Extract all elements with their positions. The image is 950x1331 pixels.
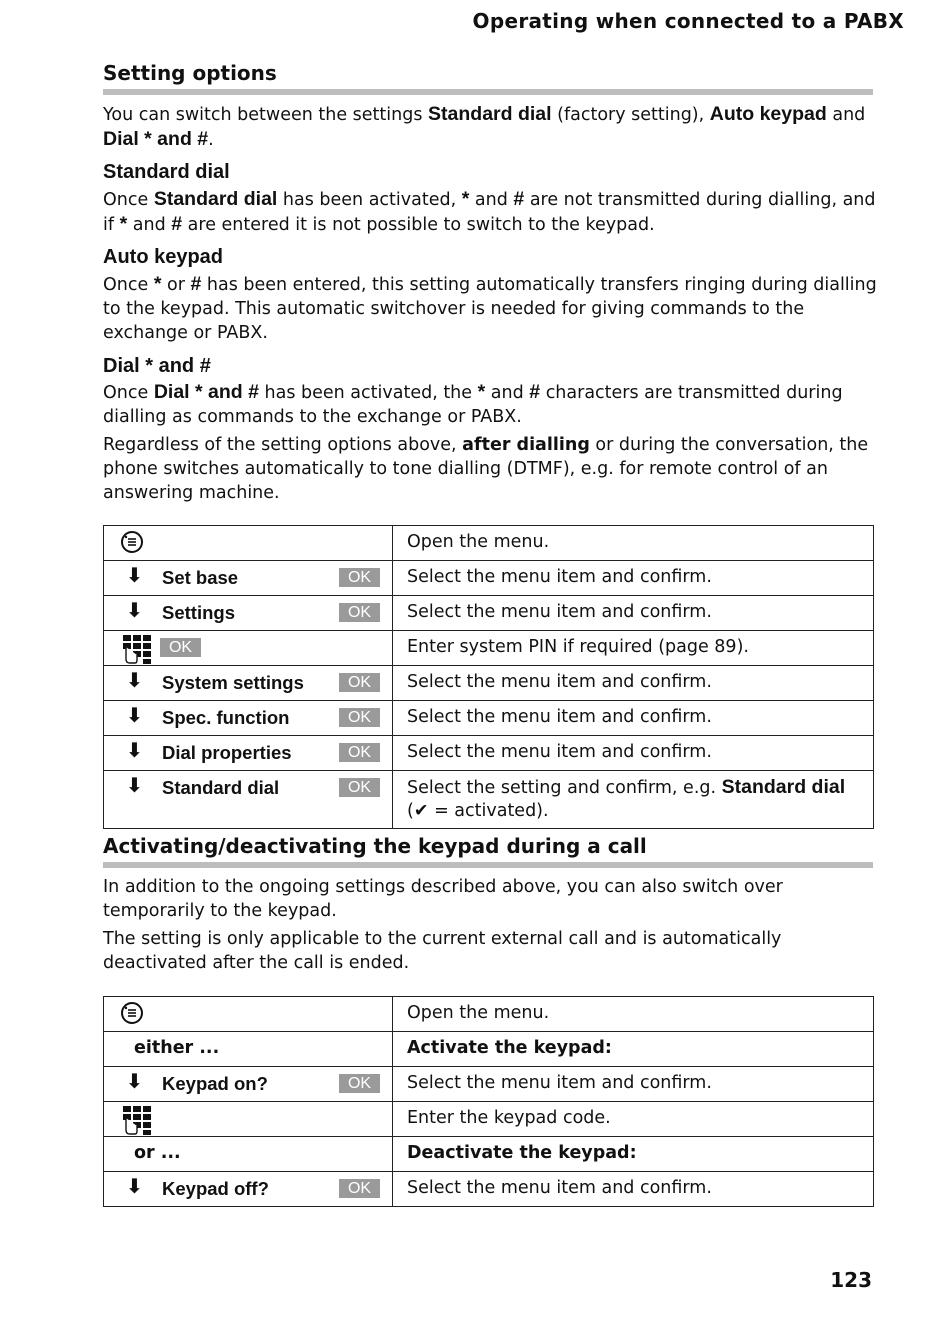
subheading-auto-keypad: Auto keypad xyxy=(103,246,224,268)
checkmark-icon: ✔ xyxy=(413,801,429,821)
keypad-icon xyxy=(121,1104,155,1136)
down-arrow-icon: ⬇ xyxy=(126,598,143,622)
section-title-setting-options: Setting options xyxy=(103,61,277,85)
step-description: Enter the keypad code. xyxy=(393,1102,874,1137)
menu-item-label: Settings xyxy=(162,602,235,623)
step-description: Select the menu item and confirm. xyxy=(393,561,874,596)
step-description: Enter system PIN if required (page 89). xyxy=(393,631,874,666)
menu-item-label: Keypad off? xyxy=(162,1178,269,1199)
keypad-applicability-paragraph: The setting is only applicable to the current external call and is automatically deactivated after the call is ended. xyxy=(103,929,782,973)
down-arrow-icon: ⬇ xyxy=(126,668,143,692)
ok-key: OK xyxy=(339,1074,380,1093)
ok-key: OK xyxy=(339,603,380,622)
step-description: Select the menu item and confirm. xyxy=(393,1172,874,1207)
menu-key-icon xyxy=(121,1002,143,1024)
table-row xyxy=(104,561,874,596)
ok-key: OK xyxy=(339,708,380,727)
step-description: Select the menu item and confirm. xyxy=(393,701,874,736)
step-description: Select the setting and confirm, e.g. Standard dial (✔ = activated). xyxy=(393,771,874,829)
table-row xyxy=(104,701,874,736)
keypad-icon xyxy=(121,633,155,665)
subheading-standard-dial: Standard dial xyxy=(103,161,230,183)
down-arrow-icon: ⬇ xyxy=(126,1174,143,1198)
table-row xyxy=(104,631,874,666)
steps-table-keypad xyxy=(103,996,874,1207)
step-description: Select the menu item and confirm. xyxy=(393,736,874,771)
either-label: either ... xyxy=(134,1038,220,1058)
step-description: Deactivate the keypad: xyxy=(393,1137,874,1172)
ok-key: OK xyxy=(339,568,380,587)
menu-item-label: Spec. function xyxy=(162,707,290,728)
table-row xyxy=(104,1032,874,1067)
table-row xyxy=(104,771,874,829)
section-rule xyxy=(103,89,873,95)
auto-keypad-paragraph: Once * or # has been entered, this setting automatically transfers ringing during dialling to the keypad. This automatic switchover is needed for giving commands to the exchange or PABX. xyxy=(103,273,877,343)
ok-key: OK xyxy=(339,1179,380,1198)
down-arrow-icon: ⬇ xyxy=(126,773,143,797)
down-arrow-icon: ⬇ xyxy=(126,703,143,727)
down-arrow-icon: ⬇ xyxy=(126,1069,143,1093)
menu-item-label: Keypad on? xyxy=(162,1073,268,1094)
table-row xyxy=(104,1137,874,1172)
steps-table-settings xyxy=(103,525,874,829)
keypad-intro-paragraph: In addition to the ongoing settings described above, you can also switch over temporarily to the keypad. xyxy=(103,877,783,921)
table-row xyxy=(104,1172,874,1207)
step-description: Select the menu item and confirm. xyxy=(393,666,874,701)
table-row xyxy=(104,736,874,771)
ok-key: OK xyxy=(160,638,201,657)
table-row xyxy=(104,1067,874,1102)
menu-key-icon xyxy=(121,531,143,553)
step-description: Open the menu. xyxy=(393,526,874,561)
down-arrow-icon: ⬇ xyxy=(126,563,143,587)
table-row xyxy=(104,666,874,701)
menu-item-label: Set base xyxy=(162,567,239,588)
step-description: Activate the keypad: xyxy=(393,1032,874,1067)
step-description: Select the menu item and confirm. xyxy=(393,596,874,631)
subheading-dial-star-hash: Dial * and # xyxy=(103,355,211,377)
table-row xyxy=(104,526,874,561)
page-number: 123 xyxy=(830,1268,872,1292)
table-row xyxy=(104,596,874,631)
regardless-paragraph: Regardless of the setting options above, after dialling or during the conversation, the phone switches automatically to tone dialling (DTMF), e.g. for remote control of an answering machine. xyxy=(103,435,869,503)
table-row xyxy=(104,997,874,1032)
ok-key: OK xyxy=(339,743,380,762)
standard-dial-paragraph: Once Standard dial has been activated, * and # are not transmitted during dialling, and if * and # are entered it is not possible to switch to the keypad. xyxy=(103,188,876,235)
step-description: Open the menu. xyxy=(393,997,874,1032)
running-header: Operating when connected to a PABX xyxy=(472,9,904,33)
table-row xyxy=(104,1102,874,1137)
menu-item-label: Standard dial xyxy=(162,777,280,798)
menu-item-label: Dial properties xyxy=(162,742,292,763)
or-label: or ... xyxy=(134,1143,181,1163)
section-rule xyxy=(103,862,873,868)
menu-item-label: System settings xyxy=(162,672,304,693)
intro-paragraph: You can switch between the settings Standard dial (factory setting), Auto keypad and Dial * and #. xyxy=(103,103,866,150)
ok-key: OK xyxy=(339,673,380,692)
step-description: Select the menu item and confirm. xyxy=(393,1067,874,1102)
dial-star-hash-paragraph: Once Dial * and # has been activated, the * and # characters are transmitted during dialling as commands to the exchange or PABX. xyxy=(103,381,843,427)
section-title-keypad: Activating/deactivating the keypad during a call xyxy=(103,834,647,858)
down-arrow-icon: ⬇ xyxy=(126,738,143,762)
ok-key: OK xyxy=(339,778,380,797)
